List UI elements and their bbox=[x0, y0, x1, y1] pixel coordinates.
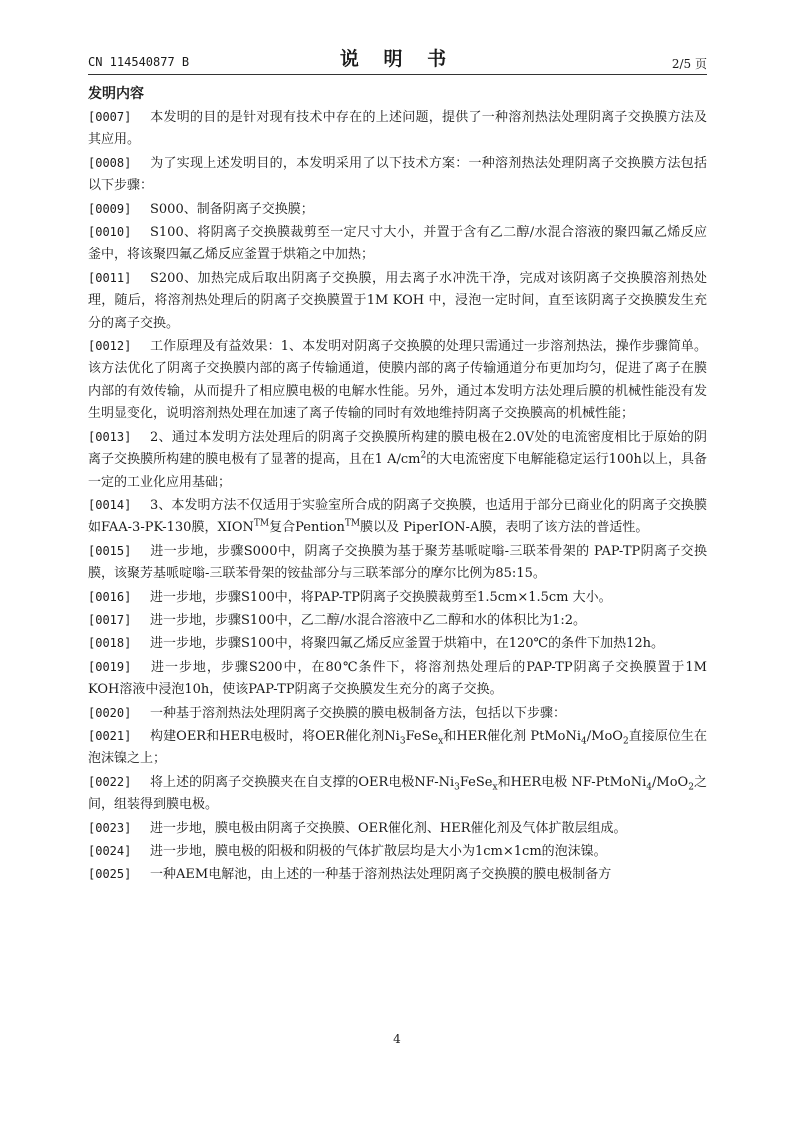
paragraph-text: 3、本发明方法不仅适用于实验室所合成的阴离子交换膜，也适用于部分已商业化的阴离子交换膜如FAA-3-PK-130膜，XION bbox=[88, 497, 707, 536]
section-title: 发明内容 bbox=[88, 86, 144, 102]
page-header bbox=[88, 40, 707, 74]
paragraph-text: 一种AEM电解池，由上述的一种基于溶剂热法处理阴离子交换膜的膜电极制备方 bbox=[150, 867, 612, 883]
paragraph-number: [0012] bbox=[88, 339, 132, 354]
paragraph-text: 进一步地，膜电极由阴离子交换膜、OER催化剂、HER催化剂及气体扩散层组成。 bbox=[150, 820, 627, 836]
document-title: 说 明 书 bbox=[339, 48, 456, 70]
paragraph-text: 构建OER和HER电极时，将OER催化剂Ni bbox=[150, 728, 400, 744]
paragraph bbox=[88, 540, 707, 586]
paragraph bbox=[88, 632, 707, 655]
paragraph bbox=[88, 494, 707, 540]
paragraph-number: [0017] bbox=[88, 612, 132, 627]
paragraph-text: 将上述的阴离子交换膜夹在自支撑的OER电极NF-Ni bbox=[150, 774, 455, 790]
paragraph-text: 和HER电极 NF-PtMoNi bbox=[497, 774, 647, 790]
paragraph-text: 进一步地，步骤S100中，将PAP-TP阴离子交换膜裁剪至1.5cm×1.5cm 大小。 bbox=[150, 589, 612, 605]
paragraph bbox=[88, 335, 707, 426]
paragraph-text: 直接原位生在泡沫镍之上； bbox=[88, 728, 707, 767]
paragraph-text: S200、加热完成后取出阴离子交换膜，用去离子水冲洗干净，完成对该阴离子交换膜溶剂热处理，随后，将溶剂热处理后的阴离子交换膜置于1M KOH 中，浸泡一定时间，直至该阴离子交换膜发生充分的离子交换。 bbox=[88, 270, 707, 331]
paragraph bbox=[88, 840, 707, 863]
page-number: 4 bbox=[393, 1032, 401, 1046]
paragraph bbox=[88, 152, 707, 198]
patent-number: CN 114540877 B bbox=[88, 55, 190, 69]
paragraph-text: 进一步地，步骤S100中，乙二醇/水混合溶液中乙二醇和水的体积比为1:2。 bbox=[150, 612, 587, 628]
paragraph-number: [0010] bbox=[88, 225, 132, 240]
paragraph-subscript: 3 bbox=[454, 782, 460, 793]
paragraph-text: /MoO bbox=[652, 774, 689, 790]
paragraph bbox=[88, 725, 707, 771]
paragraph-supscript: TM bbox=[344, 518, 361, 529]
paragraph-supscript: 2 bbox=[420, 450, 427, 461]
paragraph-text: 进一步地，步骤S100中，将聚四氟乙烯反应釜置于烘箱中，在120℃的条件下加热12h。 bbox=[150, 636, 664, 652]
paragraph-subscript: x bbox=[492, 782, 498, 793]
paragraph-number: [0008] bbox=[88, 155, 132, 170]
paragraph bbox=[88, 198, 707, 221]
paragraph-number: [0011] bbox=[88, 270, 132, 285]
paragraph-text: S100、将阴离子交换膜裁剪至一定尺寸大小，并置于含有乙二醇/水混合溶液的聚四氟乙烯反应釜中，将该聚四氟乙烯反应釜置于烘箱之中加热； bbox=[88, 225, 707, 263]
paragraph-text: 为了实现上述发明目的，本发明采用了以下技术方案：一种溶剂热法处理阴离子交换膜方法包括以下步骤： bbox=[88, 155, 707, 194]
paragraph-text: 本发明的目的是针对现有技术中存在的上述问题，提供了一种溶剂热法处理阴离子交换膜方法及其应用。 bbox=[88, 110, 707, 148]
paragraph-subscript: x bbox=[438, 736, 444, 747]
paragraph-number: [0018] bbox=[88, 636, 132, 651]
paragraph bbox=[88, 106, 707, 152]
paragraph bbox=[88, 863, 707, 886]
paragraph-subscript: 2 bbox=[688, 782, 694, 793]
paragraph-number: [0013] bbox=[88, 429, 132, 444]
paragraph-number: [0015] bbox=[88, 543, 132, 558]
paragraph-text: 工作原理及有益效果：1、本发明对阴离子交换膜的处理只需通过一步溶剂热法，操作步骤简单。该方法优化了阴离子交换膜内部的离子传输通道，使膜内部的离子传输通道分布更加均匀，促进了离子在膜内部的有效传输，从而提升了相应膜电极的电解水性能。另外，通过本发明方法处理后膜的机械性能没有发生明显变化，说明溶剂热处理在加速了离子传输的同时有效地维持阴离子交换膜高的机械性能； bbox=[88, 339, 707, 422]
paragraph-number: [0022] bbox=[88, 774, 132, 789]
paragraph-subscript: 4 bbox=[646, 782, 653, 793]
paragraph-text: 和HER催化剂 PtMoNi bbox=[443, 728, 582, 744]
paragraph-number: [0020] bbox=[88, 705, 132, 720]
paragraph-number: [0009] bbox=[88, 201, 132, 216]
paragraph-text: FeSe bbox=[459, 774, 493, 790]
paragraph bbox=[88, 702, 707, 725]
paragraph-number: [0019] bbox=[88, 659, 132, 674]
paragraph-text: FeSe bbox=[405, 728, 439, 744]
paragraph-text: 进一步地，膜电极的阳极和阴极的气体扩散层均是大小为1cm×1cm的泡沫镍。 bbox=[150, 844, 607, 859]
paragraph-number: [0025] bbox=[88, 867, 132, 882]
paragraph-supscript: TM bbox=[253, 518, 270, 529]
paragraph bbox=[88, 586, 707, 609]
paragraph-number: [0024] bbox=[88, 844, 132, 858]
page-info: 2/5 页 bbox=[671, 57, 707, 71]
paragraph bbox=[88, 771, 707, 817]
paragraph-subscript: 4 bbox=[581, 736, 587, 747]
paragraph-text: 膜以及 PiperION-A膜，表明了该方法的普适性。 bbox=[360, 520, 649, 536]
paragraph bbox=[88, 267, 707, 335]
paragraph bbox=[88, 656, 707, 702]
paragraph bbox=[88, 817, 707, 840]
paragraph-number: [0023] bbox=[88, 820, 132, 835]
paragraph bbox=[88, 609, 707, 632]
paragraph-text: 进一步地，步骤S200中，在80℃条件下，将溶剂热处理后的PAP-TP阴离子交换膜置于1M KOH溶液中浸泡10h，使该PAP-TP阴离子交换膜发生充分的离子交换。 bbox=[88, 659, 707, 698]
paragraph-text: 进一步地，步骤S000中，阴离子交换膜为基于聚芳基哌啶嗡-三联苯骨架的 PAP-TP阴离子交换膜，该聚芳基哌啶嗡-三联苯骨架的铵盐部分与三联苯部分的摩尔比例为85:15。 bbox=[88, 543, 707, 582]
paragraph-number: [0016] bbox=[88, 589, 132, 604]
header-divider bbox=[88, 74, 707, 75]
paragraph-text: 之间，组装得到膜电极。 bbox=[88, 774, 707, 813]
paragraph-number: [0007] bbox=[88, 110, 132, 124]
paragraph-number: [0021] bbox=[88, 728, 132, 743]
paragraph-text: 复合Pention bbox=[269, 520, 345, 536]
paragraph-text: 2、通过本发明方法处理后的阴离子交换膜所构建的膜电极在2.0V处的电流密度相比于原始的阴离子交换膜所构建的膜电极有了显著的提高，且在1 A/cm bbox=[88, 429, 707, 468]
paragraph-subscript: 2 bbox=[622, 736, 629, 747]
paragraph bbox=[88, 426, 707, 494]
paragraph-number: [0014] bbox=[88, 497, 132, 512]
paragraph-text: /MoO bbox=[586, 728, 623, 744]
paragraph-text: 一种基于溶剂热法处理阴离子交换膜的膜电极制备方法，包括以下步骤： bbox=[150, 705, 567, 721]
paragraph-text: S000、制备阴离子交换膜； bbox=[150, 201, 314, 217]
paragraph-subscript: 3 bbox=[399, 736, 406, 747]
document-body bbox=[88, 106, 707, 887]
paragraph-text: 的大电流密度下电解能稳定运行100h以上，具备一定的工业化应用基础； bbox=[88, 452, 708, 490]
paragraph bbox=[88, 221, 707, 267]
